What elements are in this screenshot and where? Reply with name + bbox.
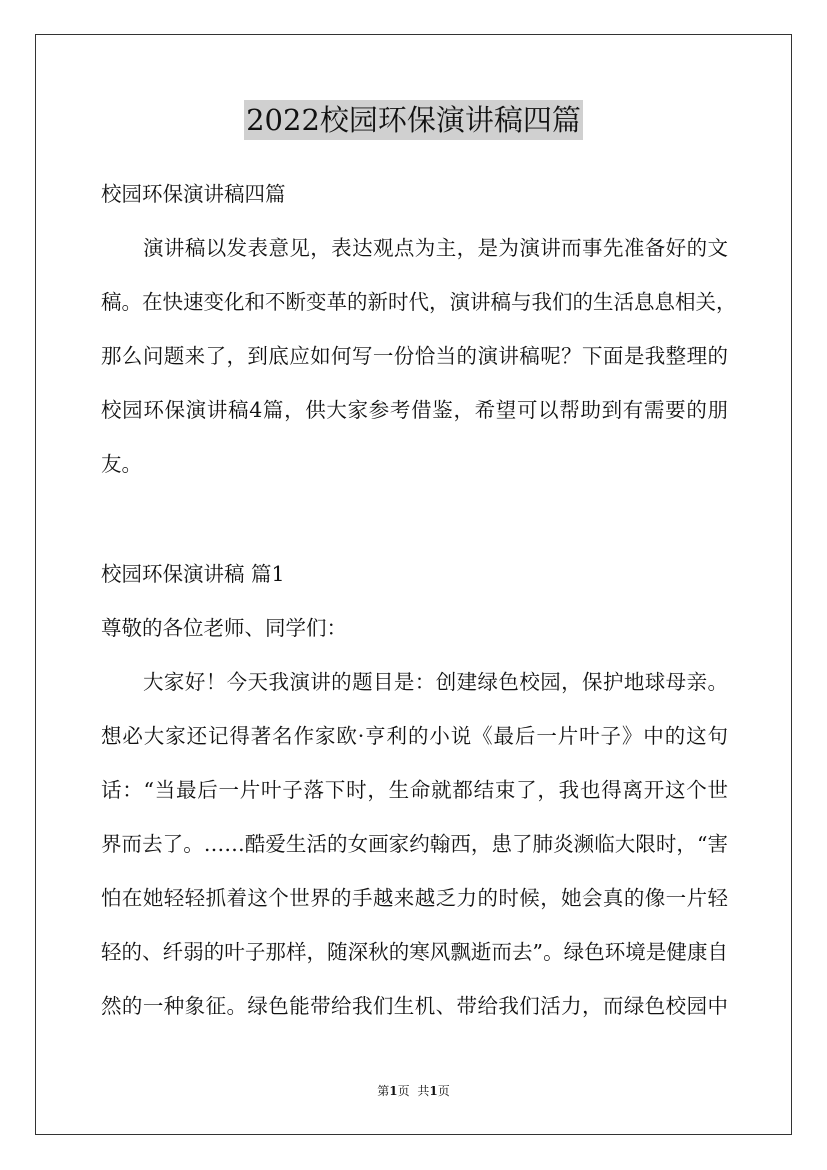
footer-total-number: 1 (429, 1084, 438, 1098)
paragraph-line: 校园环保演讲稿4篇，供大家参考借鉴，希望可以帮助到有需要的朋 (101, 398, 728, 422)
paragraph-line: 那么问题来了，到底应如何写一份恰当的演讲稿呢？下面是我整理的 (101, 344, 728, 368)
section-heading: 校园环保演讲稿 篇1 (101, 562, 285, 586)
paragraph-line: 话：“当最后一片叶子落下时，生命就都结束了，我也得离开这个世 (101, 778, 728, 802)
paragraph-line: 轻的、纤弱的叶子那样，随深秋的寒风飘逝而去”。绿色环境是健康自 (101, 940, 728, 964)
paragraph-line: 想必大家还记得著名作家欧·亨利的小说《最后一片叶子》中的这句 (101, 724, 728, 748)
title-container (0, 100, 827, 140)
paragraph-line: 大家好！今天我演讲的题目是：创建绿色校园，保护地球母亲。 (143, 670, 728, 694)
salutation: 尊敬的各位老师、同学们： (101, 616, 347, 640)
paragraph-line: 怕在她轻轻抓着这个世界的手越来越乏力的时候，她会真的像一片轻 (101, 886, 728, 910)
paragraph-line: 稿。在快速变化和不断变革的新时代，演讲稿与我们的生活息息相关， (101, 290, 737, 314)
footer-total-suffix: 页 (437, 1084, 450, 1098)
footer-total-prefix: 共 (417, 1084, 430, 1098)
footer-page-number: 1 (389, 1084, 398, 1098)
document-title: 2022校园环保演讲稿四篇 (244, 100, 583, 140)
footer-page-suffix: 页 (397, 1084, 410, 1098)
paragraph-line: 然的一种象征。绿色能带给我们生机、带给我们活力，而绿色校园中 (101, 994, 728, 1018)
paragraph-line: 界而去了。……酷爱生活的女画家约翰西，患了肺炎濒临大限时，“害 (101, 832, 728, 856)
document-subtitle: 校园环保演讲稿四篇 (101, 182, 286, 206)
page-footer (0, 1083, 827, 1099)
paragraph-line: 演讲稿以发表意见，表达观点为主，是为演讲而事先准备好的文 (143, 236, 728, 260)
paragraph-line: 友。 (101, 452, 142, 476)
footer-page-prefix: 第 (377, 1084, 390, 1098)
